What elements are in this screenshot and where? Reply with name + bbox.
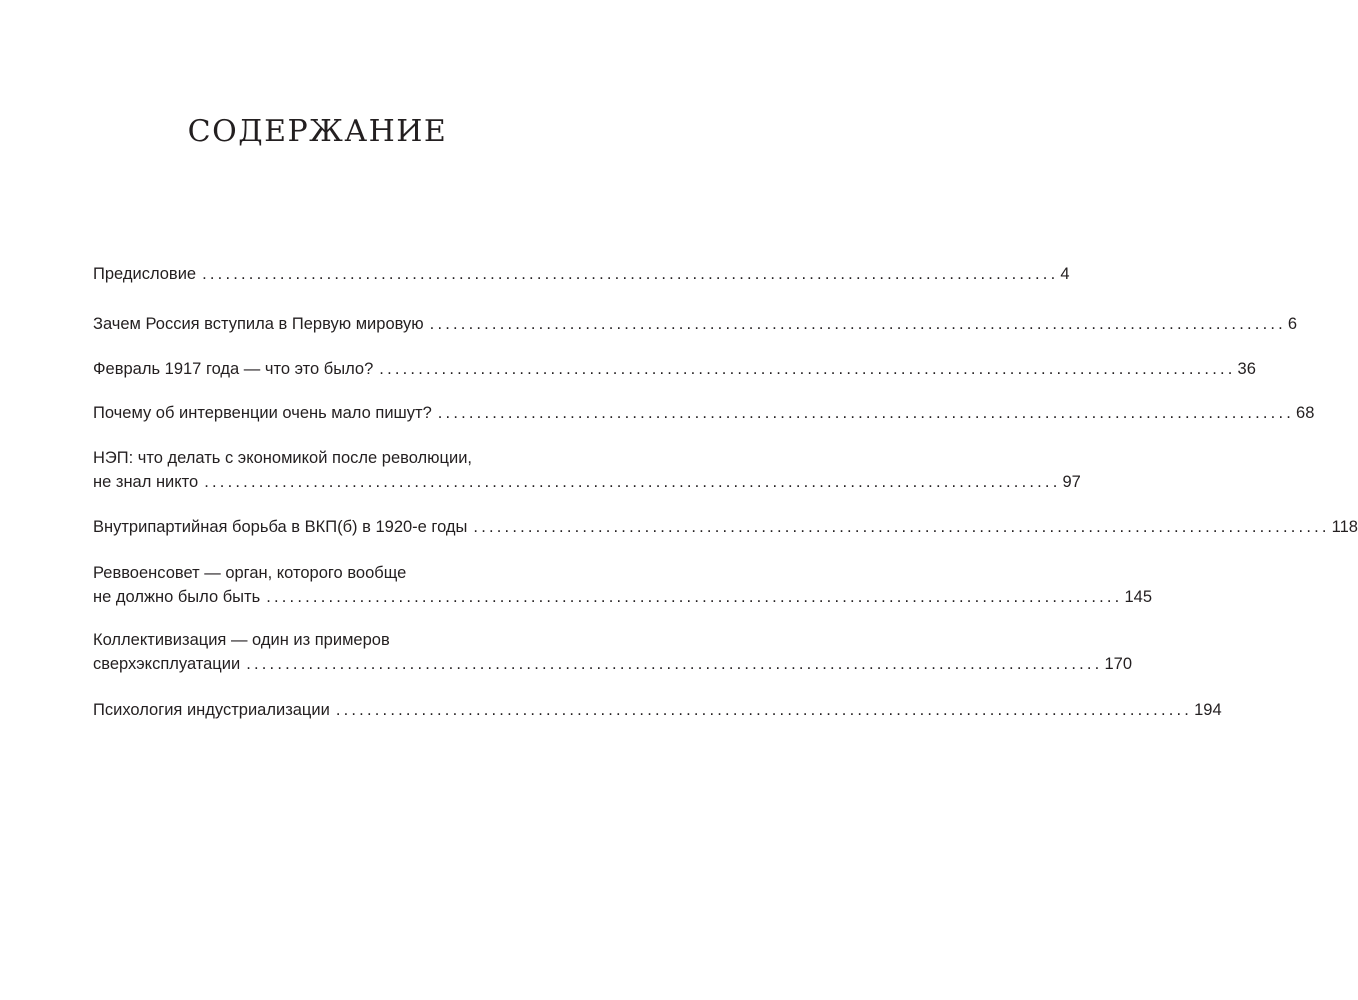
toc-entry-party-struggle[interactable]	[93, 515, 1358, 539]
toc-page-number: 36	[1237, 360, 1256, 378]
toc-entry-industrialization[interactable]	[93, 698, 1222, 722]
toc-entry-ww1[interactable]	[93, 312, 1298, 336]
toc-page-number: 68	[1296, 404, 1315, 422]
toc-page-number: 4	[1060, 265, 1070, 283]
dot-leader: ..............................................................................................................	[379, 360, 1236, 378]
dot-leader: ..............................................................................................................	[335, 701, 1193, 719]
toc-page-number: 118	[1331, 518, 1358, 536]
toc-entry-title: не знал никто	[93, 473, 199, 491]
toc-entry-title: Внутрипартийная борьба в ВКП(б) в 1920-е годы	[93, 518, 468, 536]
dot-leader: ..............................................................................................................	[202, 265, 1059, 283]
toc-page-number: 170	[1104, 655, 1132, 673]
dot-leader: ..............................................................................................................	[473, 518, 1330, 536]
toc-entry-title: Предисловие	[93, 265, 197, 283]
page-title: СОДЕРЖАНИЕ	[187, 114, 448, 149]
dot-leader: ..............................................................................................................	[204, 473, 1061, 491]
toc-entry-title: не должно было быть	[93, 588, 261, 606]
toc-entry-intervention[interactable]	[93, 401, 1315, 425]
toc-entry-title-line: Коллективизация — один из примеров	[93, 631, 390, 649]
toc-page-number: 97	[1062, 473, 1081, 491]
toc-entry-collectivization[interactable]	[93, 628, 1132, 676]
dot-leader: ..............................................................................................................	[437, 404, 1295, 422]
toc-page-number: 194	[1194, 701, 1222, 719]
dot-leader: ..............................................................................................................	[266, 588, 1123, 606]
toc-entry-title: Почему об интервенции очень мало пишут?	[93, 404, 432, 422]
dot-leader: ..............................................................................................................	[246, 655, 1103, 673]
toc-entry-revvoensovet[interactable]	[93, 561, 1152, 609]
toc-page-number: 6	[1287, 315, 1298, 333]
toc-entry-title-line: Реввоенсовет — орган, которого вообще	[93, 564, 407, 582]
toc-entry-nep[interactable]	[93, 446, 1081, 494]
dot-leader: ..............................................................................................................	[429, 315, 1286, 333]
toc-entry-title-line: НЭП: что делать с экономикой после революции,	[93, 449, 473, 467]
toc-page-number: 145	[1124, 588, 1152, 606]
toc-entry-title: сверхэксплуатации	[93, 655, 241, 673]
toc-entry-preface[interactable]	[93, 262, 1070, 286]
toc-entry-title: Февраль 1917 года — что это было?	[93, 360, 374, 378]
toc-entry-title: Психология индустриализации	[93, 701, 330, 719]
toc-entry-february-1917[interactable]	[93, 357, 1256, 381]
toc-entry-title: Зачем Россия вступила в Первую мировую	[93, 315, 424, 333]
